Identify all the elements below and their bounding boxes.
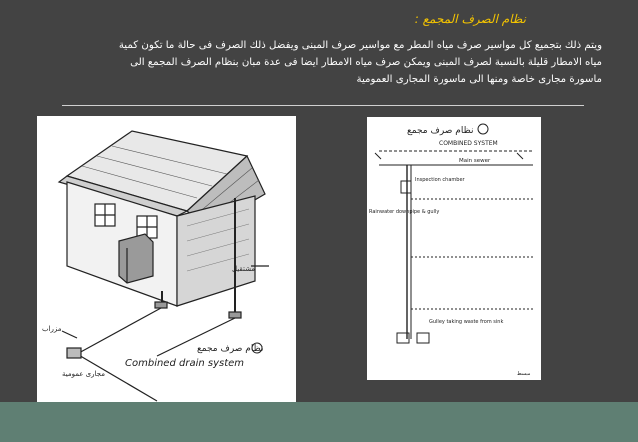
label-main-sewer: Main sewer xyxy=(459,158,491,164)
sketch-title: نظام صرف مجمع xyxy=(197,344,264,354)
paragraph-line: مياه الامطار قليلة بالنسبة لصرف المبنى ويمكن صرف مياه الامطار ايضا فى عدة مبان بنظام الصرف المجمع الى xyxy=(130,57,602,68)
label-side: مشتقيل xyxy=(232,265,256,273)
paragraph-line: ماسورة مجارى خاصة ومنها الى ماسورة المجارى العمومية xyxy=(356,74,602,85)
footer-band xyxy=(0,402,638,442)
slide-paragraph xyxy=(36,37,602,88)
diagram-title-en: COMBINED SYSTEM xyxy=(439,140,498,147)
label-rainwater: Rainwater downpipe & gully xyxy=(369,209,440,215)
label-inspection: Inspection chamber xyxy=(415,177,465,183)
divider-line xyxy=(62,105,584,106)
slide-heading: نظام الصرف المجمع : xyxy=(414,12,526,26)
label-sewer: مجارى عمومية xyxy=(62,370,105,378)
diagram-title-ar: نظام صرف مجمع xyxy=(407,126,474,136)
label-corner: مبسط xyxy=(517,371,531,377)
label-gully: مزراب xyxy=(42,325,62,333)
combined-system-diagram xyxy=(367,117,541,380)
sketch-subtitle: Combined drain system xyxy=(125,358,245,369)
paragraph-line: ويتم ذلك بتجميع كل مواسير صرف مياه المطر مع مواسير صرف المبنى ويفضل ذلك الصرف فى حالة ما تكون كمية xyxy=(118,40,602,51)
house-drain-sketch xyxy=(37,116,296,407)
label-gulley: Gulley taking waste from sink xyxy=(429,319,504,325)
